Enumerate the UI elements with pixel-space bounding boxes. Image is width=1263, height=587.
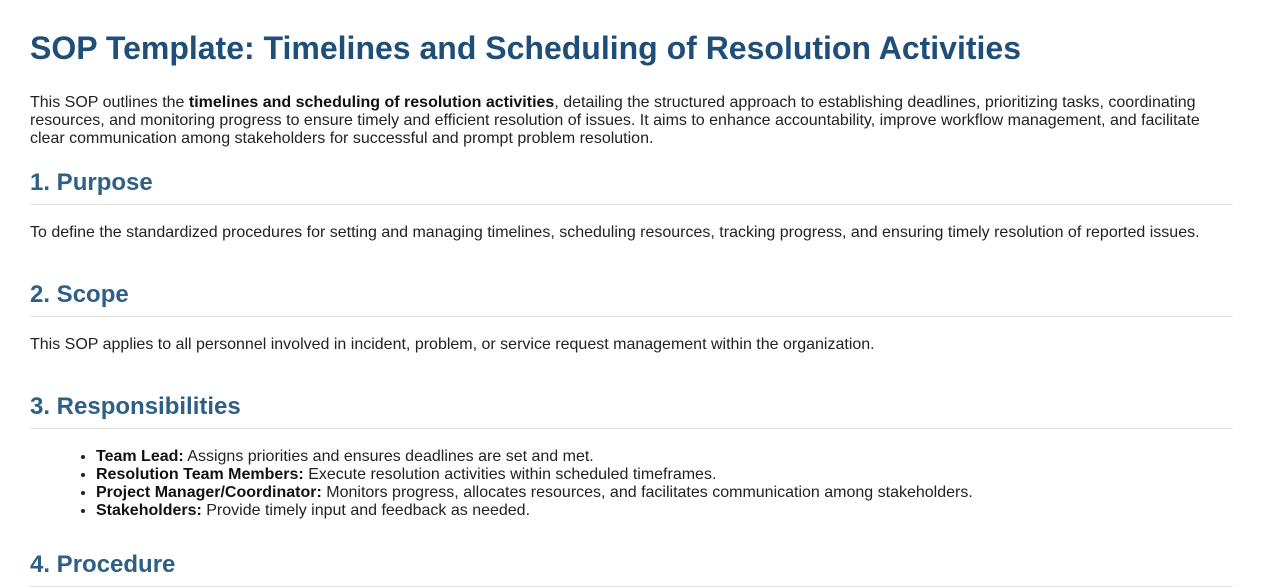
page-title: SOP Template: Timelines and Scheduling of Resolution Activities xyxy=(30,30,1021,66)
list-item xyxy=(96,502,1233,520)
list-item xyxy=(96,448,1233,466)
role-label: Team Lead: xyxy=(96,448,184,465)
section-heading-procedure: 4. Procedure xyxy=(30,550,1233,587)
intro-text-start: This SOP outlines the xyxy=(30,94,189,111)
purpose-text: To define the standardized procedures for setting and managing timelines, scheduling resources, tracking progress, and ensuring timely resolution of reported issues. xyxy=(30,224,1200,241)
intro-text-end: , detailing the structured approach to establishing deadlines, prioritizing tasks, coordinating resources, and monitoring progress to ensure timely and efficient resolution of issues. It aims to enhance accountability, improve workflow management, and facilitate clear communication among stakeholders for successful and prompt problem resolution. xyxy=(30,94,1200,147)
section-heading-responsibilities: 3. Responsibilities xyxy=(30,392,1233,429)
role-label: Stakeholders: xyxy=(96,502,202,519)
role-label: Resolution Team Members: xyxy=(96,466,304,483)
role-description: Execute resolution activities within scheduled timeframes. xyxy=(303,466,717,483)
role-description: Provide timely input and feedback as needed. xyxy=(201,502,531,519)
intro-paragraph xyxy=(30,94,1233,148)
list-item xyxy=(96,484,1233,502)
role-label: Project Manager/Coordinator: xyxy=(96,484,322,501)
section-heading-purpose: 1. Purpose xyxy=(30,168,1233,205)
list-item xyxy=(96,466,1233,484)
section-heading-scope: 2. Scope xyxy=(30,280,1233,317)
intro-text-bold: timelines and scheduling of resolution activities xyxy=(188,94,555,111)
responsibilities-list xyxy=(30,448,1233,520)
role-description: Monitors progress, allocates resources, and facilitates communication among stakeholders. xyxy=(321,484,973,501)
scope-text: This SOP applies to all personnel involved in incident, problem, or service request management within the organization. xyxy=(30,336,875,353)
role-description: Assigns priorities and ensures deadlines are set and met. xyxy=(183,448,594,465)
